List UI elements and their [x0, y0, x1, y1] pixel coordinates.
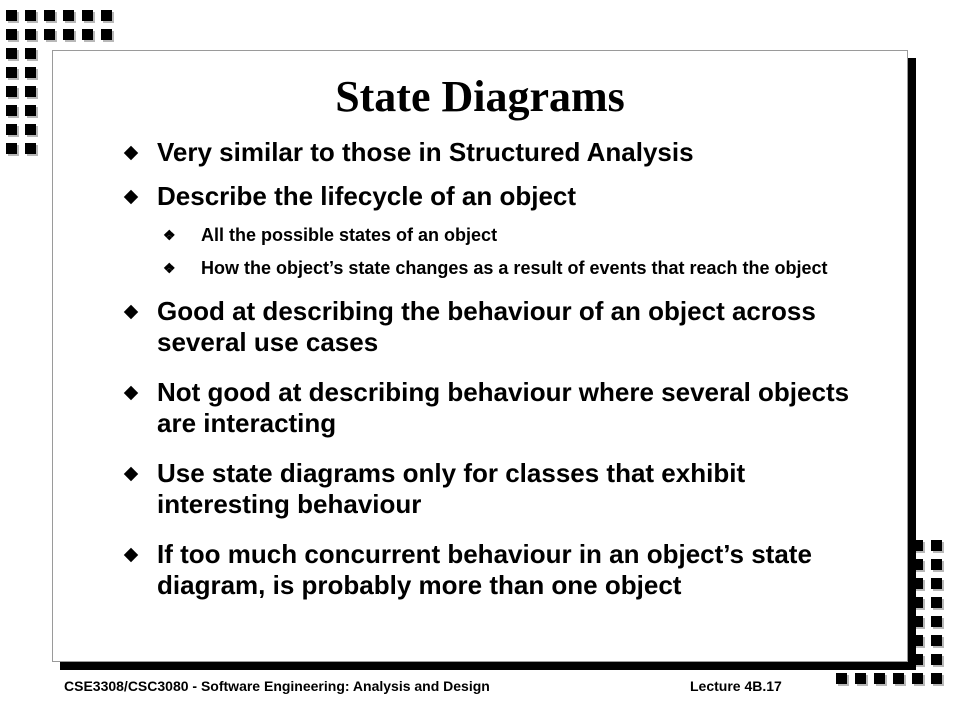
decorative-square: [6, 67, 17, 78]
decorative-square: [931, 559, 942, 570]
decorative-square: [82, 10, 93, 21]
bullet-item: [121, 458, 861, 520]
sub-bullet-item: [121, 258, 861, 279]
bullet-item: [121, 181, 861, 212]
diamond-bullet-icon: [124, 386, 138, 400]
decorative-square: [44, 10, 55, 21]
bullet-text: Use state diagrams only for classes that exhibit interesting behaviour: [157, 458, 746, 519]
decorative-square: [931, 616, 942, 627]
decorative-square: [25, 29, 36, 40]
diamond-outline-bullet-icon: ❖: [163, 227, 176, 243]
sub-bullet-text: How the object’s state changes as a result of events that reach the object: [201, 258, 828, 278]
decorative-square: [836, 673, 847, 684]
decorative-square: [931, 635, 942, 646]
diamond-bullet-icon: [124, 190, 138, 204]
decorative-square: [6, 105, 17, 116]
bullet-text: Good at describing the behaviour of an object across several use cases: [157, 296, 816, 357]
footer-lecture: Lecture 4B.17: [690, 678, 782, 694]
sub-bullet-item: [121, 225, 861, 246]
decorative-square: [82, 29, 93, 40]
decorative-square: [25, 10, 36, 21]
decorative-square: [931, 578, 942, 589]
decorative-square: [855, 673, 866, 684]
decorative-square: [44, 29, 55, 40]
decorative-square: [6, 29, 17, 40]
decorative-square: [931, 540, 942, 551]
decorative-square: [931, 654, 942, 665]
decorative-square: [6, 124, 17, 135]
slide-title: State Diagrams: [335, 72, 625, 121]
diamond-bullet-icon: [124, 146, 138, 160]
decorative-square: [101, 29, 112, 40]
decorative-square: [931, 673, 942, 684]
decorative-square: [6, 86, 17, 97]
slide-panel: [52, 50, 908, 662]
bullet-text: If too much concurrent behaviour in an object’s state diagram, is probably more than one object: [157, 539, 812, 600]
bullet-item: [121, 137, 861, 168]
bullet-text: Not good at describing behaviour where several objects are interacting: [157, 377, 850, 438]
decorative-square: [893, 673, 904, 684]
decorative-square: [25, 124, 36, 135]
decorative-square: [63, 29, 74, 40]
bullet-list: [121, 137, 861, 601]
decorative-square: [101, 10, 112, 21]
diamond-bullet-icon: [124, 548, 138, 562]
decorative-square: [25, 86, 36, 97]
sub-bullet-text: All the possible states of an object: [201, 225, 498, 245]
decorative-square: [874, 673, 885, 684]
decorative-square: [25, 105, 36, 116]
decorative-square: [6, 10, 17, 21]
bullet-text: Describe the lifecycle of an object: [157, 181, 577, 211]
decorative-square: [6, 48, 17, 59]
bullet-item: [121, 296, 861, 358]
diamond-outline-bullet-icon: ❖: [163, 260, 176, 276]
bullet-item: [121, 539, 861, 601]
decorative-square: [912, 673, 923, 684]
decorative-square: [931, 597, 942, 608]
decorative-square: [25, 143, 36, 154]
diamond-bullet-icon: [124, 467, 138, 481]
bullet-item: [121, 377, 861, 439]
decorative-square: [25, 67, 36, 78]
decorative-square: [63, 10, 74, 21]
decorative-square: [25, 48, 36, 59]
diamond-bullet-icon: [124, 305, 138, 319]
footer-course: CSE3308/CSC3080 - Software Engineering: Analysis and Design: [64, 678, 490, 694]
decorative-square: [6, 143, 17, 154]
bullet-text: Very similar to those in Structured Analysis: [157, 137, 694, 167]
